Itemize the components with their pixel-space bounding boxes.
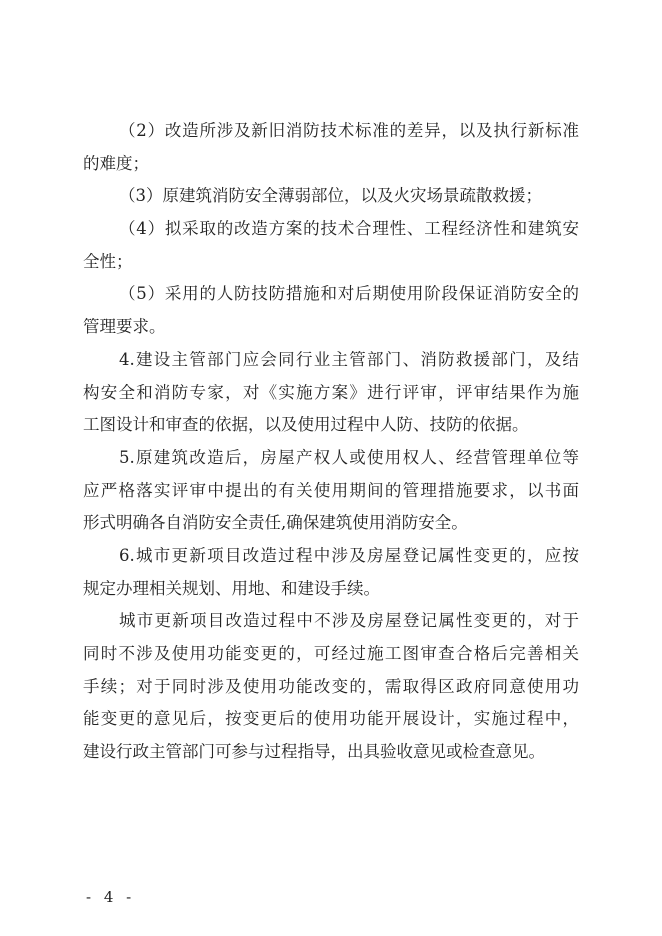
text-line: （2）改造所涉及新旧消防技术标准的差异，以及执行新标准 bbox=[119, 121, 579, 140]
text-line: 5.原建筑改造后，房屋产权人或使用权人、经营管理单位等 bbox=[119, 447, 579, 467]
text-line: 能变更的意见后，按变更后的使用功能开展设计，实施过程中， bbox=[83, 709, 579, 729]
text-line: 应严格落实评审中提出的有关使用期间的管理措施要求，以书面 bbox=[83, 480, 579, 500]
text-line: 工图设计和审查的依据，以及使用过程中人防、技防的依据。 bbox=[83, 415, 529, 435]
text-line: 管理要求。 bbox=[83, 317, 166, 337]
text-line: 6.城市更新项目改造过程中涉及房屋登记属性变更的，应按 bbox=[119, 545, 579, 565]
text-line: 4.建设主管部门应会同行业主管部门、消防救援部门，及结 bbox=[119, 349, 579, 369]
text-line: 城市更新项目改造过程中不涉及房屋登记属性变更的，对于 bbox=[119, 611, 579, 631]
paragraph bbox=[83, 115, 579, 180]
text-line: 构安全和消防专家，对《实施方案》进行评审，评审结果作为施 bbox=[83, 382, 579, 402]
text-line: （5）采用的人防技防措施和对后期使用阶段保证消防安全的 bbox=[119, 284, 579, 304]
paragraph bbox=[83, 605, 579, 768]
text-line: 规定办理相关规划、用地、和建设手续。 bbox=[83, 578, 380, 598]
paragraph bbox=[83, 180, 579, 213]
text-line: 手续；对于同时涉及使用功能改变的，需取得区政府同意使用功 bbox=[83, 676, 579, 696]
paragraph bbox=[83, 344, 579, 442]
paragraph bbox=[83, 442, 579, 540]
text-line: 同时不涉及使用功能变更的，可经过施工图审查合格后完善相关 bbox=[83, 644, 579, 663]
text-line: 的难度； bbox=[83, 153, 149, 173]
text-line: 形式明确各自消防安全责任,确保建筑使用消防安全。 bbox=[83, 513, 468, 533]
text-line: （3）原建筑消防安全薄弱部位，以及火灾场景疏散救援； bbox=[119, 186, 542, 206]
text-line: 全性； bbox=[83, 251, 133, 271]
paragraph bbox=[83, 540, 579, 605]
document-body bbox=[83, 115, 579, 769]
paragraph bbox=[83, 278, 579, 343]
page-number: - 4 - bbox=[86, 888, 136, 906]
text-line: （4）拟采取的改造方案的技术合理性、工程经济性和建筑安 bbox=[119, 219, 579, 239]
text-line: 建设行政主管部门可参与过程指导，出具验收意见或检查意见。 bbox=[83, 742, 545, 762]
paragraph bbox=[83, 213, 579, 278]
